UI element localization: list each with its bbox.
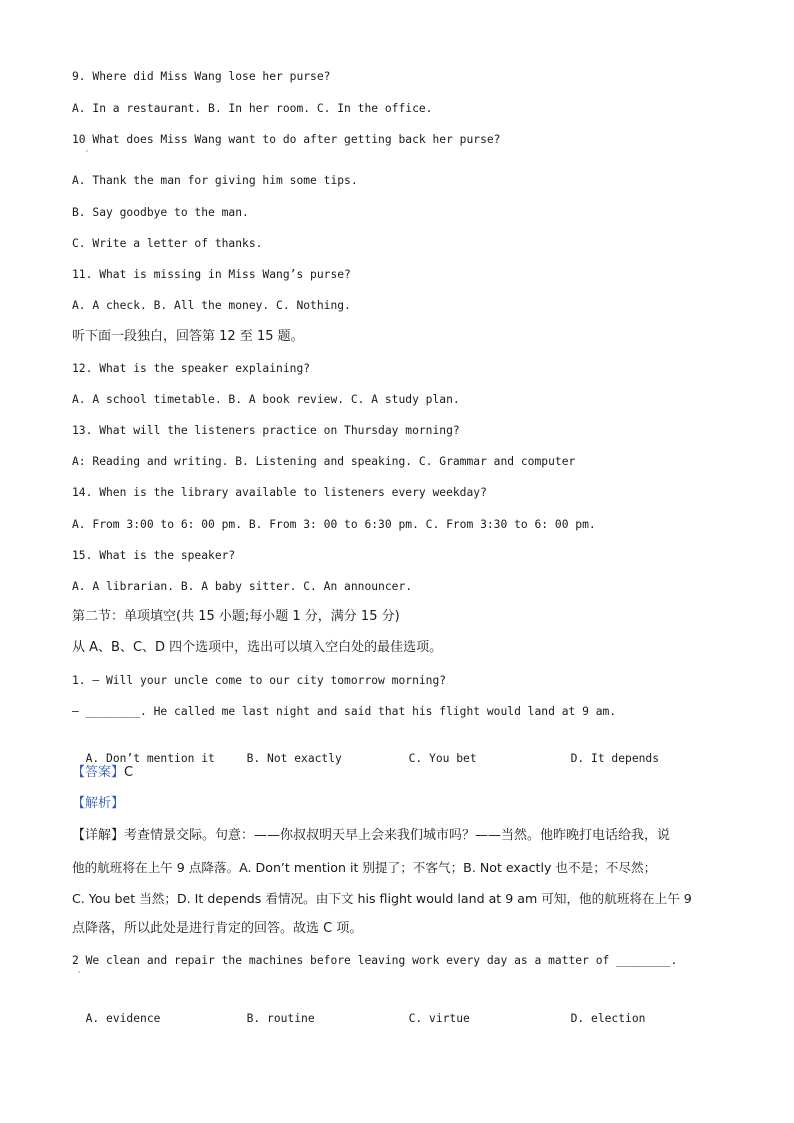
detail-label: 【详解】: [72, 828, 125, 843]
question-11-options: A. A check. B. All the money. C. Nothing.: [72, 299, 351, 312]
single-choice-1-options: [72, 735, 659, 767]
question-9-options: A. In a restaurant. B. In her room. C. In the office.: [72, 102, 433, 115]
stray-tick-mark: ': [86, 149, 88, 157]
listening-instruction: 听下面一段独白，回答第 12 至 15 题。: [72, 329, 304, 344]
question-10-option-c: C. Write a letter of thanks.: [72, 237, 263, 250]
question-12: 12. What is the speaker explaining?: [72, 362, 311, 375]
section-2-instruction: 从 A、B、C、D 四个选项中，选出可以填入空白处的最佳选项。: [72, 640, 443, 655]
question-13: 13. What will the listeners practice on Thursday morning?: [72, 424, 460, 437]
detail-line-4: 点降落，所以此处是进行肯定的回答。故选 C 项。: [72, 921, 363, 936]
option-c: C. virtue: [408, 1012, 470, 1025]
detail-line-1: [72, 828, 670, 844]
option-c: C. You bet: [408, 752, 477, 765]
question-10-option-a: A. Thank the man for giving him some tips.: [72, 174, 358, 187]
detail-line-2: 他的航班将在上午 9 点降落。A. Don’t mention it 别提了；不客气；B. Not exactly 也不是；不尽然；: [72, 860, 657, 875]
single-choice-1-question: 1. — Will your uncle come to our city tomorrow morning?: [72, 674, 447, 687]
detail-text-1: 考查情景交际。句意：——你叔叔明天早上会来我们城市吗？——当然。他昨晚打电话给我，说: [124, 828, 671, 843]
question-12-options: A. A school timetable. B. A book review. C. A study plan.: [72, 393, 460, 406]
single-choice-2-options: [72, 995, 645, 1027]
question-9: 9. Where did Miss Wang lose her purse?: [72, 70, 331, 83]
question-14: 14. When is the library available to listeners every weekday?: [72, 486, 487, 499]
option-a: A. Don’t mention it: [85, 752, 215, 765]
answer-line: [72, 765, 133, 781]
option-a: A. evidence: [85, 1012, 161, 1025]
detail-line-3: C. You bet 当然；D. It depends 看情况。由下文 his flight would land at 9 am 可知，他的航班将在上午 9: [72, 891, 692, 906]
question-15-options: A. A librarian. B. A baby sitter. C. An announcer.: [72, 580, 413, 593]
stray-tick-mark-2: ': [78, 970, 80, 978]
option-b: B. Not exactly: [246, 752, 342, 765]
answer-value: C: [124, 765, 134, 780]
single-choice-2-question: 2 We clean and repair the machines before leaving work every day as a matter of ________.: [72, 954, 678, 967]
option-d: D. election: [570, 1012, 646, 1025]
single-choice-1-response: — ________. He called me last night and said that his flight would land at 9 am.: [72, 705, 617, 718]
question-14-options: A. From 3:00 to 6: 00 pm. B. From 3: 00 to 6:30 pm. C. From 3:30 to 6: 00 pm.: [72, 518, 596, 531]
answer-label: 【答案】: [72, 765, 125, 780]
section-2-title: 第二节：单项填空(共 15 小题;每小题 1 分，满分 15 分): [72, 609, 400, 624]
question-10: 10 What does Miss Wang want to do after getting back her purse?: [72, 133, 501, 146]
question-10-option-b: B. Say goodbye to the man.: [72, 206, 249, 219]
analysis-label: 【解析】: [72, 796, 125, 811]
question-15: 15. What is the speaker?: [72, 549, 236, 562]
option-d: D. It depends: [570, 752, 660, 765]
question-13-options: A: Reading and writing. B. Listening and speaking. C. Grammar and computer: [72, 455, 576, 468]
option-b: B. routine: [246, 1012, 315, 1025]
question-11: 11. What is missing in Miss Wang’s purse?: [72, 268, 351, 281]
